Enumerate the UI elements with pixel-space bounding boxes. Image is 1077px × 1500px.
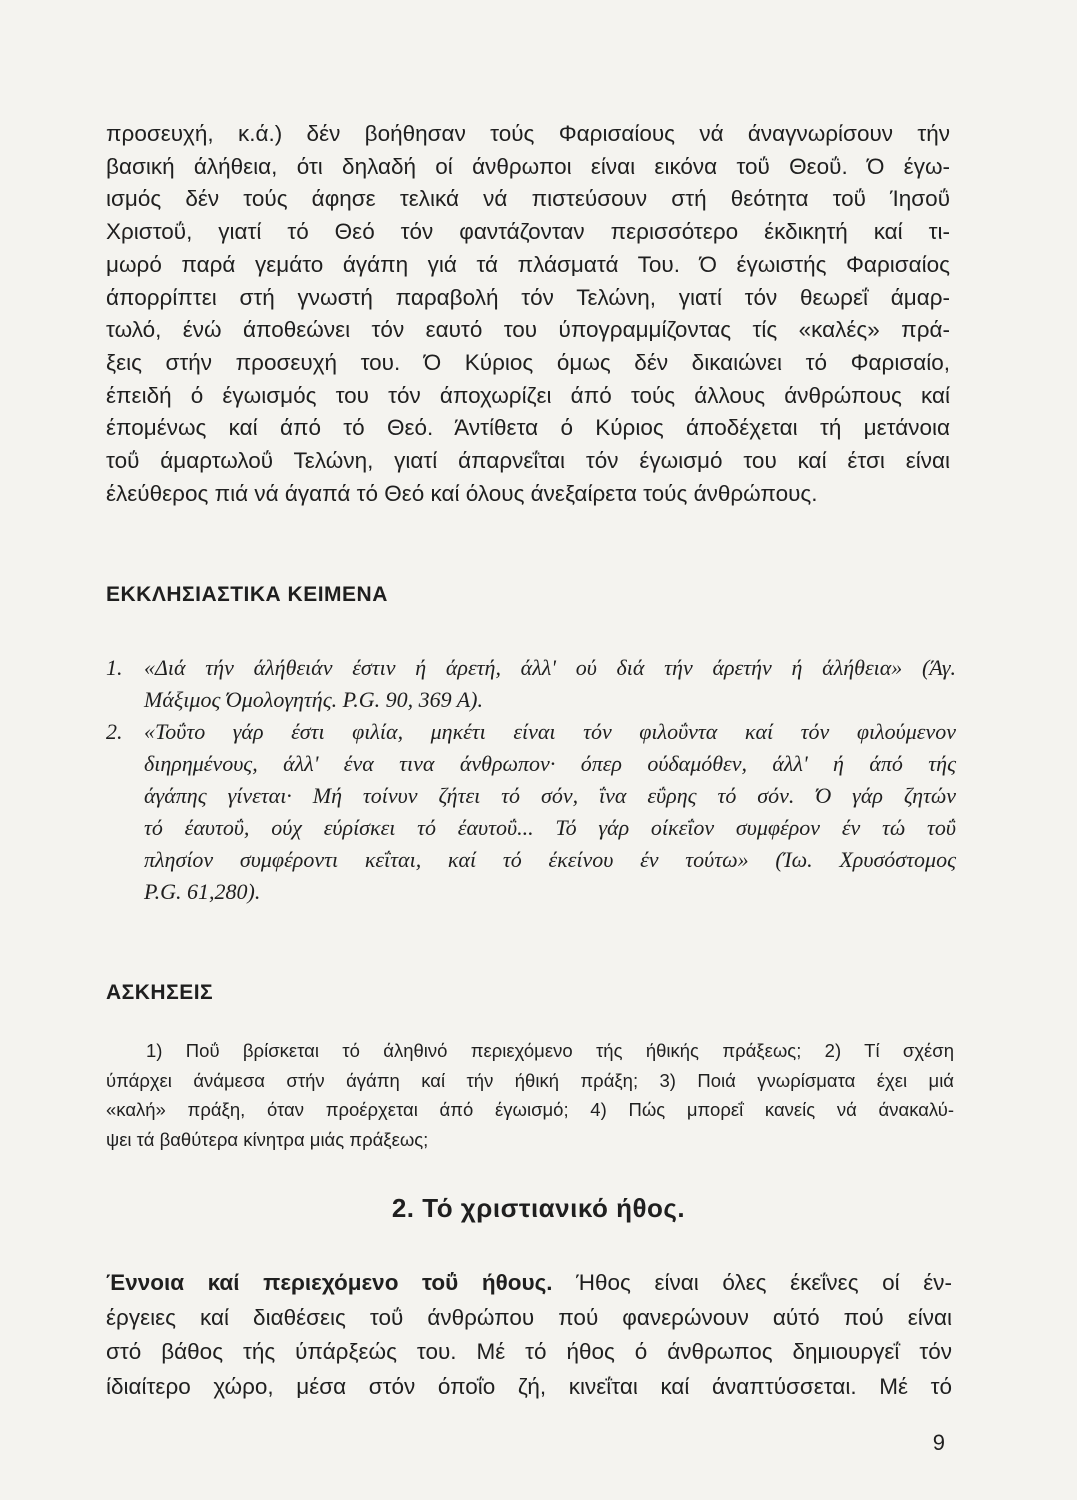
church-texts-heading: ΕΚΚΛΗΣΙΑΣΤΙΚΑ ΚΕΙΜΕΝΑ bbox=[106, 583, 388, 606]
intro-paragraph bbox=[106, 1266, 952, 1404]
text-line: προσευχή, κ.ά.) δέν βοήθησαν τούς Φαρισαίους νά άναγνωρίσουν τήν bbox=[106, 121, 950, 146]
text-line: έλεύθερος πιά νά άγαπά τό Θεό καί όλους άνεξαίρετα τούς άνθρώπους. bbox=[106, 480, 818, 506]
intro-line: στό βάθος τής ύπάρξεώς του. Μέ τό ήθος ό άνθρωπος δημιουργεΐ τόν bbox=[106, 1339, 952, 1364]
quote-line: διηρημένους, άλλ' ένα τινα άνθρωπον· όπερ ούδαμόθεν, άλλ' ή άπό τής bbox=[144, 751, 956, 776]
intro-line: ίδιαίτερο χώρο, μέσα στόν όποΐο ζή, κινεΐται καί άναπτύσσεται. Μέ τό bbox=[106, 1373, 952, 1399]
text-line: άπορρίπτει στή γνωστή παραβολή τόν Τελώνη, γιατί τόν θεωρεΐ άμαρ- bbox=[106, 284, 950, 310]
intro-first-line bbox=[106, 1266, 952, 1301]
section-title: 2. Τό χριστιανικό ήθος. bbox=[391, 1193, 686, 1223]
quote-number: 1. bbox=[106, 655, 123, 680]
text-line: ισμός δέν τούς άφησε τελικά νά πιστεύσουν στή θεότητα τοΰ Ίησοΰ bbox=[106, 186, 950, 212]
intro-line: έργειες καί διαθέσεις τοΰ άνθρώπου πού φανερώνουν αύτό πού είναι bbox=[106, 1304, 952, 1330]
text-line: βασική άλήθεια, ότι δηλαδή οί άνθρωποι είναι εικόνα τοΰ Θεοΰ. Ό έγω- bbox=[106, 153, 950, 179]
body-paragraph bbox=[106, 118, 950, 510]
quote-line: τό έαυτοΰ, ούχ εύρίσκει τό έαυτοΰ... Τό γάρ οίκεΐον συμφέρον έν τώ τοΰ bbox=[144, 815, 956, 840]
exercises-paragraph bbox=[106, 1036, 954, 1154]
text-line: μωρό παρά γεμάτο άγάπη γιά τά πλάσματά Του. Ό έγωιστής Φαρισαίος bbox=[106, 251, 950, 277]
page-number: 9 bbox=[932, 1430, 945, 1455]
exercise-line: ύπάρχει άνάμεσα στήν άγάπη καί τήν ήθική πράξη; 3) Ποιά γνωρίσματα έχει μιά bbox=[106, 1069, 954, 1091]
quote-item bbox=[106, 652, 956, 716]
intro-first-line-rest: Ήθος είναι όλες έκεΐνες οί έν- bbox=[552, 1270, 952, 1295]
exercise-line: «καλή» πράξη, όταν προέρχεται άπό έγωισμό; 4) Πώς μπορεΐ κανείς νά άνακαλύ- bbox=[106, 1099, 954, 1120]
exercise-line: 1) Ποΰ βρίσκεται τό άληθινό περιεχόμενο τής ήθικής πράξεως; 2) Τί σχέση bbox=[146, 1040, 954, 1061]
quote-line: P.G. 61,280). bbox=[144, 879, 261, 904]
quotes-list bbox=[106, 652, 956, 908]
quote-line: «Τοΰτο γάρ έστι φιλία, μηκέτι είναι τόν φιλοΰντα καί τόν φιλούμενον bbox=[144, 719, 956, 744]
text-line: ξεις στήν προσευχή του. Ό Κύριος όμως δέν δικαιώνει τό Φαρισαίο, bbox=[106, 349, 950, 375]
quote-line: «Διά τήν άλήθειάν έστιν ή άρετή, άλλ' ού διά τήν άρετήν ή άλήθεια» (Άγ. bbox=[144, 655, 956, 680]
exercise-line: ψει τά βαθύτερα κίνητρα μιάς πράξεως; bbox=[106, 1128, 429, 1150]
text-line: τωλό, ένώ άποθεώνει τόν εαυτό του ύπογραμμίζοντας τίς «καλές» πρά- bbox=[106, 317, 950, 343]
exercises-heading: ΑΣΚΗΣΕΙΣ bbox=[106, 981, 214, 1004]
quote-number: 2. bbox=[106, 719, 123, 744]
text-line: τοΰ άμαρτωλοΰ Τελώνη, γιατί άπαρνεΐται τόν έγωισμό του καί έτσι είναι bbox=[106, 448, 950, 474]
quote-line: άγάπης γίνεται· Μή τοίνυν ζήτει τό σόν, ΐνα εΰρης τό σόν. Ό γάρ ζητών bbox=[144, 783, 956, 808]
quote-item bbox=[106, 716, 956, 908]
text-line: έπειδή ό έγωισμός του τόν άποχωρίζει άπό τούς άλλους άνθρώπους καί bbox=[106, 382, 950, 408]
intro-bold-lead: Έννοια καί περιεχόμενο τοΰ ήθους. bbox=[106, 1270, 553, 1295]
text-line: Χριστοΰ, γιατί τό Θεό τόν φαντάζονταν περισσότερο έκδικητή καί τι- bbox=[106, 219, 950, 245]
quote-line: πλησίον συμφέροντι κεΐται, καί τό έκείνου έν τούτω» (Ίω. Χρυσόστομος bbox=[144, 847, 956, 872]
text-line: έπομένως καί άπό τό Θεό. Άντίθετα ό Κύριος άποδέχεται τή μετάνοια bbox=[106, 415, 950, 441]
quote-line: Μάξιμος Όμολογητής. P.G. 90, 369 A). bbox=[144, 687, 483, 712]
